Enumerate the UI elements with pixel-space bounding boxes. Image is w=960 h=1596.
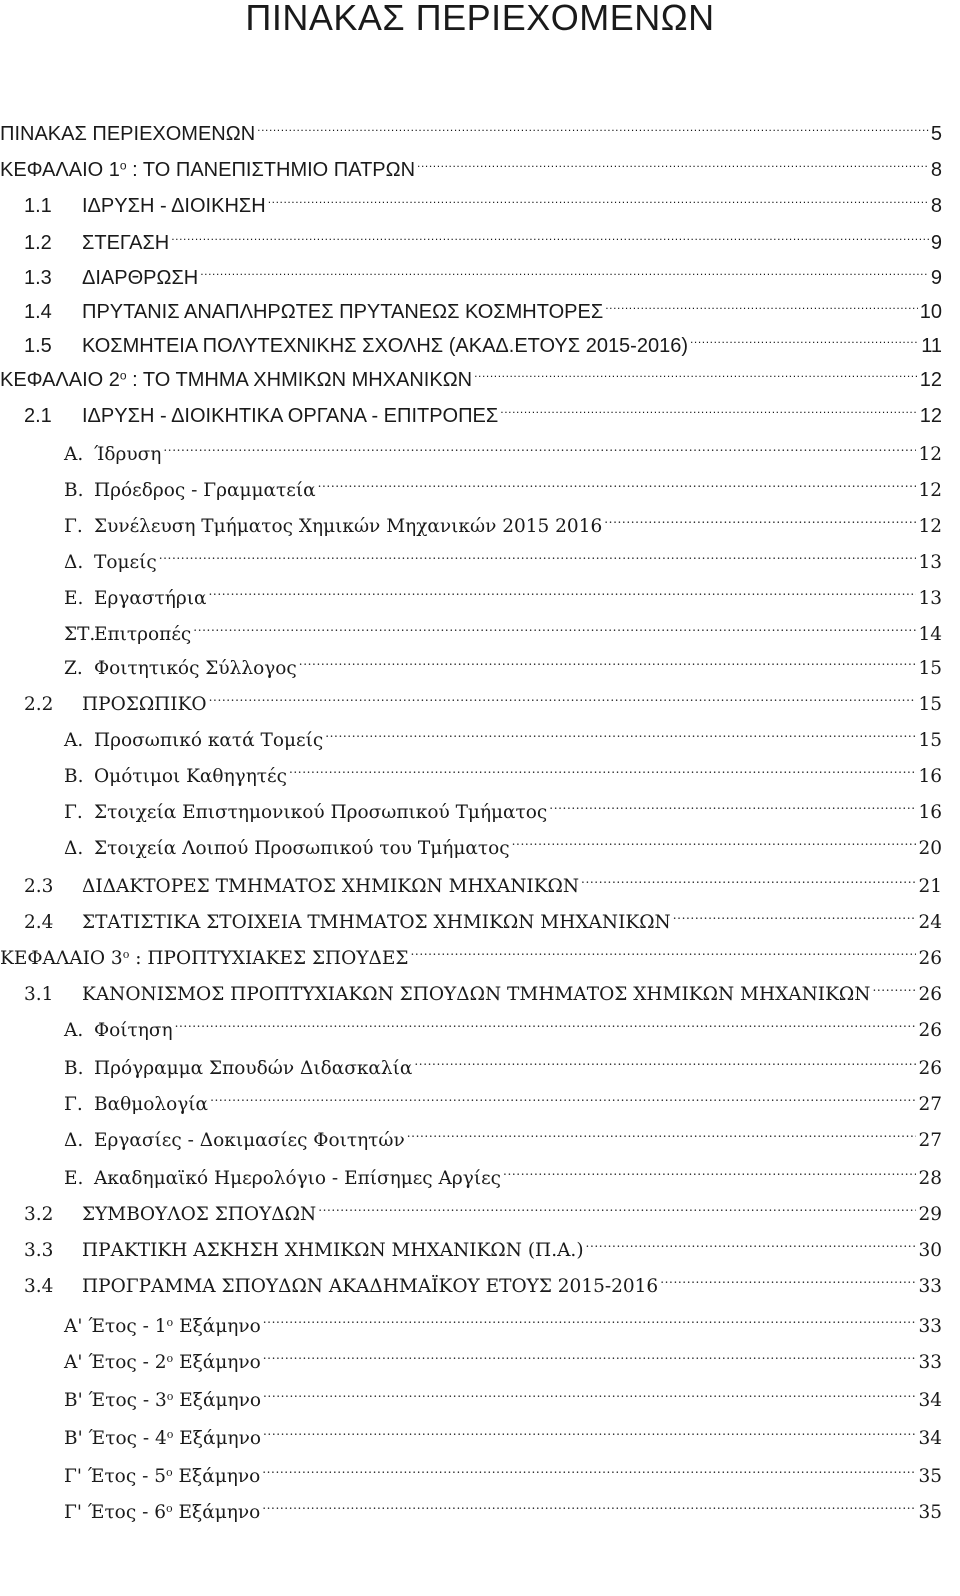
toc-entry[interactable]: [0, 180, 942, 217]
toc-entry[interactable]: [0, 1078, 942, 1115]
ordinal-superscript: ο: [165, 1501, 173, 1515]
toc-entry-number: Ζ.: [64, 658, 83, 679]
ordinal-superscript: ο: [165, 1465, 173, 1479]
toc-entry-page-number: 27: [918, 1094, 942, 1115]
toc-entry-number: 1.4: [24, 301, 52, 323]
toc-entry-title-text: Πρόεδρος - Γραμματεία: [94, 480, 316, 501]
dot-leader: [268, 180, 929, 212]
dot-leader: [299, 642, 917, 674]
toc-entry[interactable]: [0, 608, 942, 645]
toc-entry-title-text: Ακαδημαϊκό Ημερολόγιο - Επίσημες Αργίες: [94, 1168, 502, 1189]
toc-entry-number: 3.2: [24, 1204, 54, 1225]
toc-entry[interactable]: [0, 1412, 942, 1449]
dot-leader: [210, 1078, 916, 1110]
dot-leader: [262, 1486, 916, 1518]
toc-entry[interactable]: [0, 896, 942, 933]
toc-entry[interactable]: [0, 1300, 942, 1337]
toc-entry-page-number: 30: [918, 1240, 942, 1261]
toc-entry-title-suffix: : ΤΟ ΤΜΗΜΑ ΧΗΜΙΚΩΝ ΜΗΧΑΝΙΚΩΝ: [126, 369, 473, 391]
dot-leader: [605, 286, 918, 318]
dot-leader: [193, 608, 916, 640]
toc-entry[interactable]: [0, 932, 942, 969]
dot-leader: [586, 1224, 917, 1256]
toc-entry[interactable]: [0, 1450, 942, 1487]
toc-entry[interactable]: [0, 320, 942, 357]
toc-entry[interactable]: [0, 1152, 942, 1189]
toc-entry-title-text: ΚΑΝΟΝΙΣΜΟΣ ΠΡΟΠΤΥΧΙΑΚΩΝ ΣΠΟΥΔΩΝ ΤΜΗΜΑΤΟΣ ΧΗΜΙΚΩΝ ΜΗΧΑΝΙΚΩΝ: [82, 984, 871, 1005]
toc-entry-number: Β.: [64, 1058, 84, 1079]
toc-entry-title-text: Εργαστήρια: [94, 588, 207, 609]
toc-entry[interactable]: [0, 642, 942, 679]
toc-entry[interactable]: [0, 1224, 942, 1261]
toc-entry-page-number: 12: [918, 444, 942, 465]
dot-leader: [159, 536, 917, 568]
toc-entry-page-number: 5: [930, 123, 942, 145]
dot-leader: [660, 1260, 916, 1292]
toc-entry-title-text: Α' Έτος - 2: [64, 1352, 167, 1373]
toc-entry-page-number: 11: [921, 335, 942, 357]
toc-entry-title-text: ΔΙΔΑΚΤΟΡΕΣ ΤΜΗΜΑΤΟΣ ΧΗΜΙΚΩΝ ΜΗΧΑΝΙΚΩΝ: [82, 876, 580, 897]
toc-entry[interactable]: [0, 354, 942, 391]
toc-entry[interactable]: [0, 1114, 942, 1151]
ordinal-superscript: ο: [166, 1427, 174, 1441]
toc-entry-number: 1.1: [24, 195, 52, 217]
dot-leader: [262, 1450, 916, 1482]
toc-entry[interactable]: [0, 217, 942, 254]
dot-leader: [263, 1374, 916, 1406]
ordinal-superscript: ο: [166, 1389, 174, 1403]
toc-entry[interactable]: [0, 678, 942, 715]
toc-entry[interactable]: [0, 1188, 942, 1225]
toc-entry-page-number: 33: [918, 1276, 942, 1297]
toc-entry-number: 3.4: [24, 1276, 54, 1297]
toc-entry-title-text: ΠΡΥΤΑΝΙΣ ΑΝΑΠΛΗΡΩΤΕΣ ΠΡΥΤΑΝΕΩΣ ΚΟΣΜΗΤΟΡΕΣ: [82, 301, 604, 323]
dot-leader: [175, 1004, 917, 1036]
dot-leader: [690, 320, 919, 352]
toc-entry[interactable]: [0, 428, 942, 465]
toc-entry-page-number: 24: [918, 912, 942, 933]
toc-entry-number: 1.5: [24, 335, 52, 357]
dot-leader: [209, 678, 917, 710]
toc-entry-title-text: Ομότιμοι Καθηγητές: [94, 766, 287, 787]
toc-entry[interactable]: [0, 536, 942, 573]
page-title: ΠΙΝΑΚΑΣ ΠΕΡΙΕΧΟΜΕΝΩΝ: [245, 0, 715, 38]
dot-leader: [263, 1336, 917, 1368]
toc-entry-page-number: 12: [918, 480, 942, 501]
toc-entry-number: 1.2: [24, 232, 52, 254]
dot-leader: [474, 354, 918, 386]
toc-entry-title-text: ΠΡΟΣΩΠΙΚΟ: [82, 694, 207, 715]
toc-entry-title-suffix: Εξάμηνο: [173, 1428, 261, 1449]
toc-entry-title-text: ΣΥΜΒΟΥΛΟΣ ΣΠΟΥΔΩΝ: [82, 1204, 317, 1225]
toc-entry-page-number: 33: [918, 1352, 942, 1373]
toc-entry-number: Γ.: [64, 802, 83, 823]
dot-leader: [512, 822, 917, 854]
toc-entry-title-suffix: : ΤΟ ΠΑΝΕΠΙΣΤΗΜΙΟ ΠΑΤΡΩΝ: [126, 159, 416, 181]
toc-entry-title-text: Τομείς: [94, 552, 157, 573]
toc-entry-title-text: ΚΕΦΑΛΑΙΟ 3: [0, 948, 123, 969]
dot-leader: [604, 500, 916, 532]
toc-entry-page-number: 16: [918, 766, 942, 787]
toc-entry[interactable]: [0, 1260, 942, 1297]
toc-entry-number: Δ.: [64, 838, 84, 859]
toc-entry[interactable]: [0, 822, 942, 859]
toc-entry-title-text: ΚΟΣΜΗΤΕΙΑ ΠΟΛΥΤΕΧΝΙΚΗΣ ΣΧΟΛΗΣ (ΑΚΑΔ.ΕΤΟΥΣ 2015-2016): [82, 335, 688, 357]
toc-entry[interactable]: [0, 714, 942, 751]
toc-entry[interactable]: [0, 464, 942, 501]
toc-entry-title-text: ΙΔΡΥΣΗ - ΔΙΟΙΚΗΣΗ: [82, 195, 266, 217]
toc-entry-page-number: 35: [918, 1502, 942, 1523]
toc-entry-title-suffix: : ΠΡΟΠΤΥΧΙΑΚΕΣ ΣΠΟΥΔΕΣ: [129, 948, 409, 969]
toc-entry-page-number: 26: [918, 1020, 942, 1041]
toc-entry[interactable]: [0, 252, 942, 289]
toc-entry-page-number: 15: [918, 658, 942, 679]
toc-entry-number: 2.4: [24, 912, 54, 933]
toc-entry-title-text: Γ' Έτος - 5: [64, 1466, 166, 1487]
toc-entry-page-number: 14: [918, 624, 942, 645]
toc-entry-title-text: ΚΕΦΑΛΑΙΟ 2: [0, 369, 120, 391]
toc-entry-title-text: Βαθμολογία: [94, 1094, 209, 1115]
toc-entry-title-text: ΠΙΝΑΚΑΣ ΠΕΡΙΕΧΟΜΕΝΩΝ: [0, 123, 256, 145]
toc-entry-title-text: Προσωπικό κατά Τομείς: [94, 730, 324, 751]
dot-leader: [410, 932, 916, 964]
toc-entry-number: Δ.: [64, 552, 84, 573]
toc-entry-page-number: 26: [918, 948, 942, 969]
toc-entry-page-number: 28: [918, 1168, 942, 1189]
dot-leader: [209, 572, 917, 604]
toc-entry-title-suffix: Εξάμηνο: [172, 1502, 261, 1523]
toc-entry-title-text: Β' Έτος - 3: [64, 1390, 167, 1411]
toc-entry[interactable]: [0, 500, 942, 537]
toc-entry-page-number: 20: [918, 838, 942, 859]
dot-leader: [171, 217, 929, 249]
toc-entry-title-text: ΙΔΡΥΣΗ - ΔΙΟΙΚΗΤΙΚΑ ΟΡΓΑΝΑ - ΕΠΙΤΡΟΠΕΣ: [82, 405, 499, 427]
dot-leader: [414, 1042, 916, 1074]
toc-entry-title-text: Φοιτητικός Σύλλογος: [94, 658, 297, 679]
toc-entry-title-text: ΠΡΟΓΡΑΜΜΑ ΣΠΟΥΔΩΝ ΑΚΑΔΗΜΑΪΚΟΥ ΕΤΟΥΣ 2015-2016: [82, 1276, 659, 1297]
toc-entry-page-number: 12: [919, 405, 942, 427]
toc-entry-title: [82, 1271, 658, 1303]
ordinal-superscript: ο: [119, 368, 127, 383]
toc-entry[interactable]: [0, 390, 942, 427]
toc-entry[interactable]: [0, 286, 942, 323]
toc-entry-title-text: Εργασίες - Δοκιμασίες Φοιτητών: [94, 1130, 405, 1151]
toc-entry-page-number: 26: [918, 1058, 942, 1079]
dot-leader: [318, 464, 917, 496]
dot-leader: [200, 252, 929, 284]
toc-entry-page-number: 9: [930, 267, 942, 289]
toc-entry-page-number: 33: [918, 1316, 942, 1337]
toc-entry-page-number: 9: [930, 232, 942, 254]
toc-entry-page-number: 12: [918, 516, 942, 537]
toc-entry-page-number: 12: [919, 369, 942, 391]
toc-entry-page-number: 26: [918, 984, 942, 1005]
toc-entry[interactable]: [0, 1042, 942, 1079]
toc-entry-page-number: 21: [918, 876, 942, 897]
toc-entry-title: [64, 1497, 260, 1529]
toc-entry[interactable]: [0, 572, 942, 609]
ordinal-superscript: ο: [119, 158, 127, 173]
toc-entry-number: Β.: [64, 766, 84, 787]
toc-entry-page-number: 27: [918, 1130, 942, 1151]
dot-leader: [257, 108, 929, 140]
toc-entry-title-text: ΠΡΑΚΤΙΚΗ ΑΣΚΗΣΗ ΧΗΜΙΚΩΝ ΜΗΧΑΝΙΚΩΝ (Π.Α.): [82, 1240, 584, 1261]
toc-entry-number: Γ.: [64, 1094, 83, 1115]
toc-entry-number: Α.: [64, 1020, 84, 1041]
toc-entry-title-suffix: Εξάμηνο: [173, 1316, 261, 1337]
toc-entry-number: 2.1: [24, 405, 52, 427]
toc-entry-number: Α.: [64, 730, 84, 751]
toc-entry-number: 2.3: [24, 876, 54, 897]
toc-entry-page-number: 15: [918, 730, 942, 751]
toc-entry-page-number: 15: [918, 694, 942, 715]
toc-entry-title-text: Στοιχεία Επιστημονικού Προσωπικού Τμήματος: [94, 802, 548, 823]
toc-entry[interactable]: [0, 968, 942, 1005]
dot-leader: [289, 750, 916, 782]
toc-entry-number: Α.: [64, 444, 84, 465]
toc-entry-number: ΣΤ.: [64, 624, 96, 645]
toc-entry-title-text: Φοίτηση: [94, 1020, 173, 1041]
toc-entry-page-number: 29: [918, 1204, 942, 1225]
toc-entry[interactable]: [0, 860, 942, 897]
dot-leader: [673, 896, 917, 928]
toc-entry-page-number: 34: [918, 1428, 942, 1449]
toc-entry-title-text: Β' Έτος - 4: [64, 1428, 167, 1449]
toc-entry-number: Δ.: [64, 1130, 84, 1151]
dot-leader: [325, 714, 916, 746]
toc-entry-title-text: ΔΙΑΡΘΡΩΣΗ: [82, 267, 199, 289]
toc-entry[interactable]: [0, 786, 942, 823]
ordinal-superscript: ο: [122, 947, 130, 961]
toc-entry-title-text: Επιτροπές: [94, 624, 192, 645]
toc-entry-title-text: ΚΕΦΑΛΑΙΟ 1: [0, 159, 120, 181]
dot-leader: [163, 428, 916, 460]
toc-entry[interactable]: [0, 1336, 942, 1373]
toc-entry-title-text: ΣΤΕΓΑΣΗ: [82, 232, 170, 254]
dot-leader: [407, 1114, 917, 1146]
dot-leader: [581, 860, 916, 892]
toc-entry-page-number: 13: [918, 552, 942, 573]
toc-entry-page-number: 16: [918, 802, 942, 823]
toc-entry-number: Ε.: [64, 1168, 84, 1189]
dot-leader: [417, 144, 929, 176]
toc-entry-title-text: Συνέλευση Τμήματος Χημικών Μηχανικών 2015 2016: [94, 516, 603, 537]
dot-leader: [263, 1412, 916, 1444]
toc-entry-page-number: 10: [919, 301, 942, 323]
toc-entry-number: 3.1: [24, 984, 54, 1005]
toc-entry-number: 1.3: [24, 267, 52, 289]
toc-entry-title-text: Στοιχεία Λοιπού Προσωπικού του Τμήματος: [94, 838, 510, 859]
toc-entry-title-suffix: Εξάμηνο: [173, 1352, 261, 1373]
toc-entry-title-suffix: Εξάμηνο: [173, 1390, 261, 1411]
dot-leader: [318, 1188, 916, 1220]
toc-entry-number: 2.2: [24, 694, 54, 715]
toc-entry[interactable]: [0, 1374, 942, 1411]
toc-entry-title-text: Γ' Έτος - 6: [64, 1502, 166, 1523]
toc-entry-number: Γ.: [64, 516, 83, 537]
toc-entry-page-number: 8: [930, 159, 942, 181]
ordinal-superscript: ο: [166, 1315, 174, 1329]
toc-entry-number: Ε.: [64, 588, 84, 609]
toc-entry-number: Β.: [64, 480, 84, 501]
toc-entry-title-text: Α' Έτος - 1: [64, 1316, 167, 1337]
toc-entry[interactable]: [0, 1004, 942, 1041]
toc-entry-page-number: 13: [918, 588, 942, 609]
toc-entry-title-text: ΣΤΑΤΙΣΤΙΚΑ ΣΤΟΙΧΕΙΑ ΤΜΗΜΑΤΟΣ ΧΗΜΙΚΩΝ ΜΗΧΑΝΙΚΩΝ: [82, 912, 671, 933]
dot-leader: [503, 1152, 916, 1184]
toc-entry-page-number: 34: [918, 1390, 942, 1411]
dot-leader: [872, 968, 916, 1000]
toc-entry-page-number: 35: [918, 1466, 942, 1487]
toc-entry[interactable]: [0, 144, 942, 181]
toc-entry-title-suffix: Εξάμηνο: [172, 1466, 261, 1487]
toc-entry[interactable]: [0, 1486, 942, 1523]
toc-entry[interactable]: [0, 108, 942, 145]
dot-leader: [500, 390, 917, 422]
ordinal-superscript: ο: [166, 1351, 174, 1365]
toc-entry[interactable]: [0, 750, 942, 787]
toc-entry-title-text: Ίδρυση: [94, 444, 162, 465]
toc-entry-title-text: Πρόγραμμα Σπουδών Διδασκαλία: [94, 1058, 413, 1079]
toc-entry-number: 3.3: [24, 1240, 54, 1261]
toc-entry-page-number: 8: [930, 195, 942, 217]
dot-leader: [263, 1300, 917, 1332]
dot-leader: [549, 786, 916, 818]
